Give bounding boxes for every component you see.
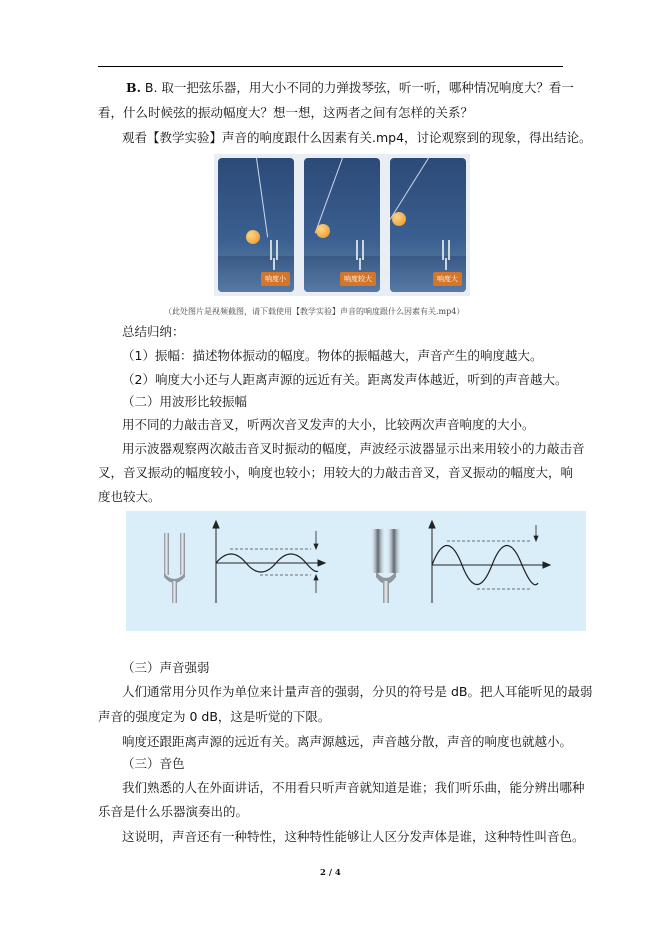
loudness-tag: 响度较大 xyxy=(340,272,376,286)
paragraph-line: 用示波器观察两次敲击音叉时振动的幅度，声波经示波器显示出来用较小的力敲击音 xyxy=(122,441,585,456)
ball-icon xyxy=(246,230,260,244)
tuning-fork-vibrating-icon xyxy=(372,529,400,603)
loudness-tag: 响度小 xyxy=(261,272,290,286)
paragraph-line: 观看【教学实验】声音的响度跟什么因素有关.mp4，讨论观察到的现象，得出结论。 xyxy=(122,130,592,145)
paragraph-line: 我们熟悉的人在外面讲话，不用看只听声音就知道是谁；我们听乐曲，能分辨出哪种 xyxy=(122,780,585,795)
paragraph-line: 这说明，声音还有一种特性，这种特性能够让人区分发声体是谁，这种特性叫音色。 xyxy=(122,829,585,844)
oscilloscope-figure xyxy=(126,511,586,631)
tuning-fork-icon xyxy=(354,240,366,270)
tuning-fork-icon xyxy=(268,240,280,270)
page-number: 2 / 4 xyxy=(320,868,341,878)
section-heading: （三）声音强弱 xyxy=(122,660,210,675)
section-heading: （二）用波形比较振幅 xyxy=(122,394,248,409)
paragraph-line: 看，什么时候弦的振动幅度大？想一想，这两者之间有怎样的关系？ xyxy=(98,105,474,120)
paragraph-line: 声音的强度定为 0 dB，这是听觉的下限。 xyxy=(98,709,331,724)
amplitude-marker-large xyxy=(534,525,538,541)
pendulum-panel-medium xyxy=(304,158,380,292)
paragraph-line: （2）响度大小还与人距离声源的远近有关。距离发声体越近，听到的声音越大。 xyxy=(122,372,568,387)
summary-heading: 总结归纳： xyxy=(122,324,185,339)
pendulum-panel-large xyxy=(390,158,466,292)
paragraph-line: 乐音是什么乐器演奏出的。 xyxy=(98,804,249,819)
paragraph-line: （1）振幅：描述物体振动的幅度。物体的振幅越大，声音产生的响度越大。 xyxy=(122,348,543,363)
tuning-fork-still-icon xyxy=(164,533,185,603)
ball-icon xyxy=(392,212,406,226)
axes-large-amplitude xyxy=(429,521,550,603)
video-screenshot xyxy=(214,154,470,296)
paragraph-line: 用不同的力敲击音叉，听两次音叉发声的大小，比较两次声音响度的大小。 xyxy=(122,417,535,432)
tuning-fork-icon xyxy=(440,240,452,270)
loudness-tag: 响度大 xyxy=(433,272,462,286)
axes-small-amplitude xyxy=(213,521,325,603)
paragraph-line: 人们通常用分贝作为单位来计量声音的强弱，分贝的符号是 dB。把人耳能听见的最弱 xyxy=(122,684,593,699)
paragraph-line: B. B. 取一把弦乐器，用大小不同的力弹拨琴弦，听一听，哪种情况响度大？看一 xyxy=(126,80,574,95)
pendulum-panel-small xyxy=(218,158,294,292)
section-heading: （三）音色 xyxy=(122,756,185,771)
paragraph-line: 叉，音叉振动的幅度较小，响度也较小；用较大的力敲击音叉，音叉振动的幅度大，响 xyxy=(98,465,574,480)
ball-icon xyxy=(316,224,330,238)
paragraph-line: 度也较大。 xyxy=(98,489,161,504)
image-caption: （此处图片是视频截图，请下载使用【教学实验】声音的响度跟什么因素有关.mp4） xyxy=(164,307,465,316)
paragraph-line: 响度还跟距离声源的远近有关。离声源越远，声音越分散，声音的响度也就越小。 xyxy=(122,734,573,749)
amplitude-marker-small xyxy=(314,531,318,593)
header-rule xyxy=(98,66,563,67)
